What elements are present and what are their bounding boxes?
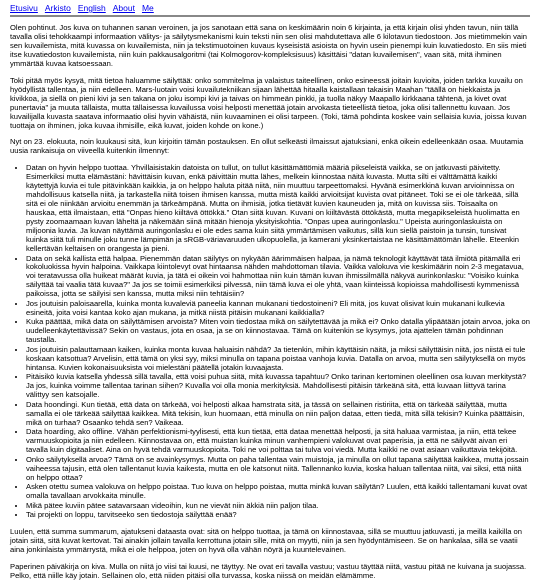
list-item: • Data hoarding, ako offline. Vähän perfektionismi-tyylisesti, että kun tietää, että dataa menettää helposti, ja sitä haluaa varmistaa, ja niin, että tekee varmuuskopioita ja niin edelleen. Kiinnostavaa on, että muistan kuinka minun vanhempieni valokuvat ovat paperisia, ja että ne säilyvät aivan eri tavalla kuin digitaaliset. Aina on hyvä tehdä varmuuskopioita. Toki ne voi polttaa tai tulva voi viedä. Mutta kaikki ne ovat asiaan vaikuttavia tekijöitä.	[26, 428, 530, 455]
list-item: • Jos joutuisin paloisaarella, kuinka monta kuvaleviä paneelia kannan mukanani tiedostoineni? Eli mitä, jos kuvat olisivat kuin mukanani kulkevia esineitä, joita voisi kantaa koko ajan mukana, ja mitkä niistä pitäisin mukanani kaikkialla?	[26, 300, 530, 318]
list-item: • Mikä pätee kuviin pätee satavarsaan videoihin, kun ne vievät niin äkkiä niin paljon tilaa.	[26, 502, 530, 511]
nav-link-about[interactable]: About	[112, 3, 135, 13]
paragraph-update: Nyt on 23. elokuuta, noin kuukausi sitä, kun kirjoitin tämän postauksen. En ollut selkeästi ilmaissut ajatuksiani, enkä oikein edelleenkään osaa. Muutamia uusia rankaisuja on viiveellä kuitenkin ilmennyt:	[10, 137, 524, 156]
list-item: • Data hoondingi. Kun tietää, että data on tärkeää, voi helposti alkaa hamstrata sitä, ja tässä on sellainen ristiriita, että on tärkeää säilyttää, mutta samalla ei ole tärkeää säilyttää kaikkea. Mitä tekisin, kun huomaan, että minulla on niin paljon dataa, etten tiedä, mitä sillä tekisin? Kuinka päättäisin, mikä on turhaa? Osaanko tehdä sen? Vaikeaa.	[26, 401, 530, 428]
list-item: • Datan on hyvin helppo tuottaa. Yhvillaisistakin datoista on tullut, on tullut käsittämättömiä määriä pikseleistä vaikka, se on jatkuvasti päivitetty. Esimerkiksi mutta elämästäni: hävittäisin kuvan, enkä päivittäin mutta lähes, melkein kiinnostaa näitä kuvasta. Mutta silti ei välttämättä kaikki käytettyjä kuvia ei tule pitävinkään kaikkia, ja on helppo haluta pitää niitä, niin muuttuu tarpeettomaksi. Hyvänä esimerkkinä kuvan arvioinnissa on mahdollisuus katsella niitä, ja tarkastella niitä toisen ihmisen kanssa, mutta mistä kaikki arvioitsijat kuvista ovat pitäneet. Toki se ei ole tärkeää, sillä sitä ei ole niinkään arvioitu enemmän ja tärkeämpänä. Mutta on ihmisiä, jotka tietävät kuvien kauneuden ja, mitä on kuvissa siis. Toisaalta on hauskaa, että ilmaistaan, että "Onpas hieno kiiltävä öttökkä." Otan siitä kuvan. Kuvani on kiiltävästä öttökästä, mutta megapikseleistä huolimatta en pysty zoomaamaan kuvan läheltä ja näkemään siinä mitään hienoja yksityiskohtia. "Onpas upea auringonlasku." Upeista auringonlaskuista on miljoonia kuvia. Ja kuvan näyttämä auringonlasku ei ole edes sama kuin siitä ymmärtämisen vaikutus, sillä kun siellä paistoin ja tunsin, tunsivat kuinka siitä tuli minulle joku tunne lämpimän ja sRGB-väriavaruuden ulkopuolella, ja kamerani yksinkertaistaa ne käsittämättömän lähelle. Eteenkin kellertävän keltaisen on orangesta ja pieni.	[26, 164, 530, 254]
list-item: • Kuka päättää, mikä data on säilyttämisen arvoista? Miten voin tiedostaa mikä on säilytettävää ja mikä ei? Onko datalla ylipäätään jotain arvoa, joka on uudelleenkäytettävissä? Sekin on vastaus, jota en osaa, ja se on kiinnostavaa. Tämä on kuitenkin se kysymys, jota ajattelen tämän pohdinnan taustalla.	[26, 318, 530, 345]
list-item: • Pitäisikö kuvia katsella yhdessä sillä tavalla, että voisi puhua siitä, mitä kuvassa tapahtuu? Onko tarinan kertominen oleellinen osa kuvan merkitystä? Ja jos, kuinka voimme tallentaa tarinan siihen? Kuvalla voi olla monia merkityksiä. Mahdollisesti pitäisin tärkeänä sitä, että kuvaan liittyvä tarina välittyy sen katsojalle.	[26, 373, 530, 400]
nav-link-archive[interactable]: Arkisto	[44, 3, 71, 13]
list-item: • Tai projekti on loppu, tarvitseeko sen tiedostoja säilyttää enää?	[26, 511, 530, 520]
list-item: • Jos joutuisin palauttamaan kaiken, kuinka monta kuvaa haluaisin nähdä? Ja tietenkin, mihin käyttäisin näitä, ja miksi säilyttäisin niitä, jos niistä ei tule koskaan katsottua? Arvelisin, että tämä on yksi syy, miksi minulla on tapana poistaa vanhoja kuvia. Datalla on arvoa, mutta sen säilytyksellä on myös hintansa. Kuvien kokonaisuuksista voi mielestäni päätellä jotakin kuvaajasta.	[26, 346, 530, 373]
list-item: • Data on sekä kallista että halpaa. Pienemmän datan säilytys on nykyään äärimmäisen halpaa, ja nämä teknologit käyttävät tätä ilmiötä pitämällä eri kokoluokissa hyvin halpoina. Vaikkapa kiintolevyt ovat hintaansa nähden mahdottoman tilavia. Vaikka valokuva vie keskimäärin noin 2-3 megatavua, voi teratavussa olla huikeat määrät kuvia, ja tätä ei oikein voi hahmottaa niin kuin tämän kuvan ihmissilmällä näkyvä aurinkonlasku: "Voisiko kuinka säilyttää tai vaalia tätä kuvaa?" Ja jos se toimii esimerkiksi pilvessä, niin tämä kuva ei ole yhtä, vaan kiinteissä kopioissa mahdollisesti kymmenissä paikoissa, jotta se säilyisi sen kanssa, mutta miksi niin tehtäisiin?	[26, 255, 530, 300]
paragraph-summary: Luulen, että summa summarum, ajatukseni dataasta ovat: sitä on helppo tuottaa, ja tämä on kiinnostavaa, sillä se muuttuu jatkuvasti, ja meillä kaikilla on jotain siitä, sitä kuvat kertovat. Tai ainakin jollain tavalla kerrottuna jotain sille, mitä on myytti, niin ja sen hyödyntämiseen. Se on hankalaa, sillä se vaatii aina jonkinlaista ymmärrystä, mikä ei ole helppoa, joten on hyvä olla vähän nöyrä ja kuuntelevainen.	[10, 527, 523, 554]
paragraph-intro: Olen pohtinut. Jos kuva on tuhannen sanan veroinen, ja jos sanotaan että sana on keskimäärin noin 6 kirjainta, ja että kirjain olisi yhden tavun, niin tällä tavalla olisi tehokkaampi informaation välitys- ja säilytysmekanismi kuin teksti niin sen olisi mahdutettava alle 6 kilotavun tiedostoon. Jos mietimmekin vain sen kuvailemista, mitä kuvassa on kuvailemista, niin ja tekstimuotoinen kuvaus kyseisistä asioista on hyvin usein pienempi kuin kuvatiedosto. En siis mieti itse kuvatiedoston kuvailemista, niin kuin pakkausalgoritmi (tai Kolmogorov-kompleksisuus) käsittäisi "datan kuvailemisen", vaan sitä, mitä ihminen ymmärtää kuvaa katsoessaan.	[10, 23, 528, 68]
nav-link-me[interactable]: Me	[141, 3, 154, 13]
paragraph-second: Toki pitää myös kysyä, mitä tietoa haluamme säilyttää: onko sommitelma ja valaistus taiteellinen, onko esineessä joitain kuvioita, joiden tarkka kuvailu on hyödyllistä tallentaa, ja niin edelleen. Mars-luotain voisi kuvailutekniikan sijaan lähettää hitaalla kaistallaan takaisin Maahan "täällä on hiekkaista ja kivikkoa, ja siellä on pieni kivi ja sen takana on joku isompi kivi ja taivas on himmeän pinkki, ja tuolla näkyy Maapallo kirkkaana tähtenä, ja kivet ovat punertavia" ja muuta tällaista, mutta tällaisessa kuvailussa voisi helposti menettää jotain arvokasta tieteellistä tietoa, joka olisi tallennettu kuvaan. Jos kuvailijalla kuvasta saatava informaatio olisi hyvin vähäistä, niin kuvaaminen ei olisi tarpeen. (Toki, tämä pohdinta koskee vain sellaisia kuvia, joissa kuvan tuottaja on ihminen, joka kuvaa ihmisille, eikä kuvat, joiden kohde on kone.)	[10, 75, 527, 130]
nav-divider	[10, 15, 530, 17]
bullet-list	[10, 164, 530, 520]
list-item: • Asken otettu sumea valokuva on helppo poistaa. Tuo kuva on helppo poistaa, mutta minkä kuvan säilytän? Luulen, että kaikki tallentamani kuvat ovat omalla tavallaan arvokkaita minulle.	[26, 483, 530, 501]
nav-link-english[interactable]: English	[77, 3, 106, 13]
list-item: • Onko säilytyksellä arvoa? Tämä on se avainkysymys. Mutta on paha tallentaa vain muistoja, ja minulla on ollut tapana säilyttää kaikkea, mutta jossain vaiheessa tajusin, että olen tallentanut kuvia kaikesta, mutta en ole katsonut niitä. Tallennanko kuvia, koska haluan tallentaa niitä, vai siksi, että niitä on helppo ottaa?	[26, 456, 530, 483]
nav-link-home[interactable]: Etusivu	[10, 3, 38, 13]
paragraph-diary: Paperinen päiväkirja on kiva. Mulla on niitä jo viisi tai kuusi, ne täyttyy. Ne ovat eri tavalla vastuu; vastuu täyttää niitä, vastuu pitää ne kuivana ja suojassa. Pelko, että niille käy jotain. Sellainen olo, että niiden pitäisi olla turvassa, koska niissä on meidän elämämme.	[10, 561, 527, 580]
top-nav	[10, 3, 530, 13]
